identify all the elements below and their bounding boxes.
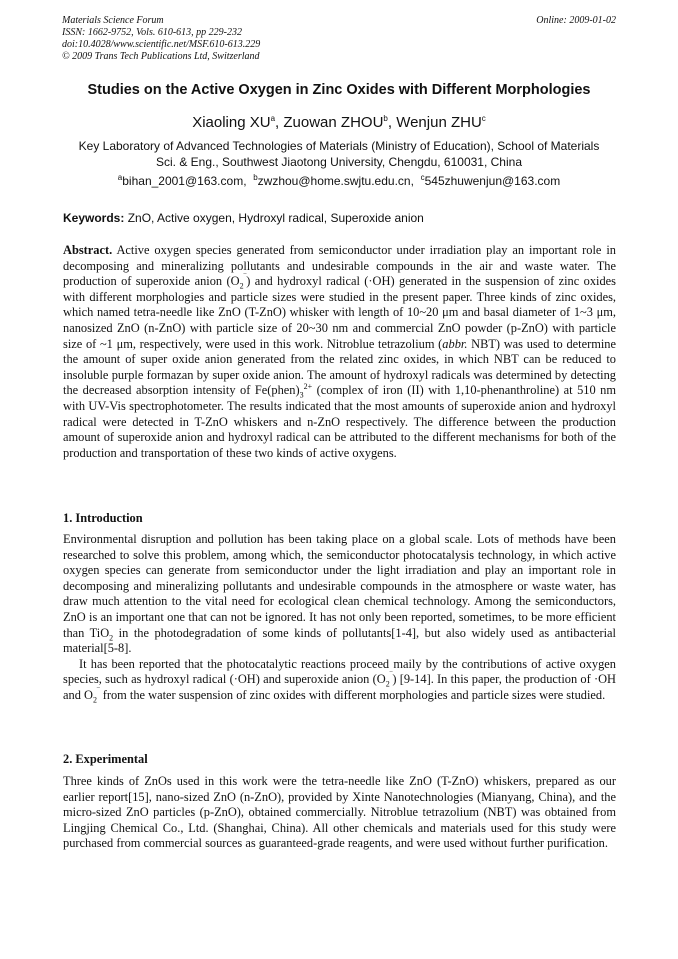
author-list: Xiaoling $XU^a$, Zuowan ZHOU$^b$, Wenjun ZHU$^c$ (192, 114, 486, 131)
keywords-label: Keywords: (63, 211, 125, 225)
paragraph-text: in the photodegradation of some kinds of pollutants[1-4], but also widely used as antibacterial material[5-8]. (63, 625, 616, 656)
online-date: Online: 2009-01-02 (536, 15, 616, 26)
affiliation-line: Key Laboratory of Advanced Technologies of Materials (Ministry of Education), School of Materials (78, 139, 600, 153)
subscript: 3 (299, 390, 304, 400)
subscript: 2 (239, 281, 244, 291)
email-list (40, 174, 638, 188)
subscript: 2 (109, 633, 114, 643)
email: bihan_2001@163.com, (122, 174, 247, 188)
doi-line: doi:10.4028/www.scientific.net/MSF.610-613.229 (62, 39, 261, 50)
abbr-italic: abbr. (442, 336, 468, 351)
affiliation-line: Sci. & Eng., Southwest Jiaotong University, Chengdu, 610031, China (156, 155, 522, 169)
author-sup: a (270, 114, 276, 123)
abstract-label: Abstract. (63, 243, 113, 257)
email: zwzhou@home.swjtu.edu.cn, (257, 174, 414, 188)
email-sup: b (253, 173, 258, 182)
paper-title: Studies on the Active Oxygen in Zinc Oxides with Different Morphologies (87, 82, 591, 98)
abstract (63, 243, 616, 461)
affiliation (50, 138, 628, 170)
author-name: Xiaoling XU (192, 114, 271, 131)
paragraph-text: ) [9-14]. In this paper, the production of ·OH and O (63, 672, 616, 702)
author-sup: c (481, 114, 486, 123)
paragraph-text: Environmental disruption and pollution has been taking place on a global scale. Lots of methods have been researched to solve this problem, among which, the semiconductor photocatalysis technology, in which active oxygen species can generate from semiconductor under the light irradiation and play an important role in decomposing and mineralizing pollutants and undesirable compounds in the atmosphere or waste water, has draw much attention to the vital need for ecological clean chemical technology. Among the semiconductors, ZnO is an important one that can not be ignored. It has not only been reported, sometimes, to be more efficient than TiO (63, 532, 616, 640)
superscript: ‾ (243, 273, 247, 283)
abstract-text: Active oxygen species generated from semiconductor under irradiation play an important role in decomposing and mineralizing pollutants and undesirable compounds in the air and waste water. The production of superoxide anion (O (63, 243, 616, 289)
superscript: ‾ (96, 686, 100, 696)
keywords (63, 211, 617, 225)
journal-header (62, 15, 616, 63)
email-sup: a (117, 173, 123, 182)
introduction-body (63, 532, 616, 704)
issn-line: ISSN: 1662-9752, Vols. 610-613, pp 229-232 (62, 27, 242, 38)
author-name: Wenjun ZHU (396, 114, 482, 131)
experimental-body (63, 774, 616, 852)
author-sup: b (383, 114, 388, 123)
abstract-text: ) and hydroxyl radical (·OH) generated in the suspension of zinc oxides with different morphologies and particle sizes were studied in the present paper. Three kinds of zinc oxides, which named tetra-needle like ZnO (T-ZnO) whisker with length of 10~20 μm and basal diameter of 1~3 μm, nanosized ZnO (n-ZnO) with particle size of 20~30 nm and commercial ZnO powder (p-ZnO) with particle size of ~1 μm, respectively, were used in this work. Nitroblue tetrazolium ( (63, 274, 616, 351)
subscript: 2 (385, 679, 390, 689)
journal-name: Materials Science Forum (62, 15, 164, 26)
paragraph-text: from the water suspension of zinc oxides with different morphologies and particle sizes were studied. (99, 687, 606, 702)
section-heading-introduction: 1. Introduction (63, 511, 143, 525)
subscript: 2 (92, 695, 97, 705)
email: 545zhuwenjun@163.com (424, 174, 561, 188)
paragraph-text: Three kinds of ZnOs used in this work were the tetra-needle like ZnO (T-ZnO) whiskers, prepared as our earlier report[15], nano-sized ZnO (n-ZnO), provided by Xinte Nanotechnologies (Mianyang, China), and the micro-sized ZnO particles (p-ZnO), obtained commercially. Nitroblue tetrazolium (NBT) was obtained from Lingjing Chemical Co., Ltd. (Shanghai, China). All other chemicals and materials used for this study were purchased from commercial sources as guaranteed-grade reagents, and were used without further purification. (63, 774, 616, 851)
email-sup: c (420, 173, 425, 182)
section-heading-experimental: 2. Experimental (63, 752, 148, 766)
abstract-text: (complex of iron (II) with 1,10-phenanthroline) at 510 nm with UV-Vis spectrophotometer. The results indicated that the most amounts of superoxide anion and hydroxyl radical were detected in T-ZnO whiskers and n-ZnO respectively. The difference between the production amount of superoxide anion and hydroxyl radical can be attributed to the different mechanisms for both of the production and transportation of these two kinds of active oxygens. (63, 383, 617, 460)
paragraph-text: It has been reported that the photocatalytic reactions proceed maily by the contributions of active oxygen species, such as hydroxyl radical (·OH) and superoxide anion (O (63, 656, 616, 687)
superscript: ‾ (389, 671, 393, 681)
abstract-text: NBT) was used to determine the amount of super oxide anion generated from the related zinc oxides, in which NBT can be reduced to insoluble purple formazan by super oxide anion. The amount of hydroxyl radicals was determined by detecting the decreased absorption intensity of Fe(phen) (63, 336, 616, 398)
superscript: 2+ (303, 382, 313, 392)
copyright-line: © 2009 Trans Tech Publications Ltd, Switzerland (62, 51, 260, 62)
author-name: Zuowan ZHOU (283, 114, 384, 131)
keywords-text: ZnO, Active oxygen, Hydroxyl radical, Superoxide anion (127, 211, 424, 225)
